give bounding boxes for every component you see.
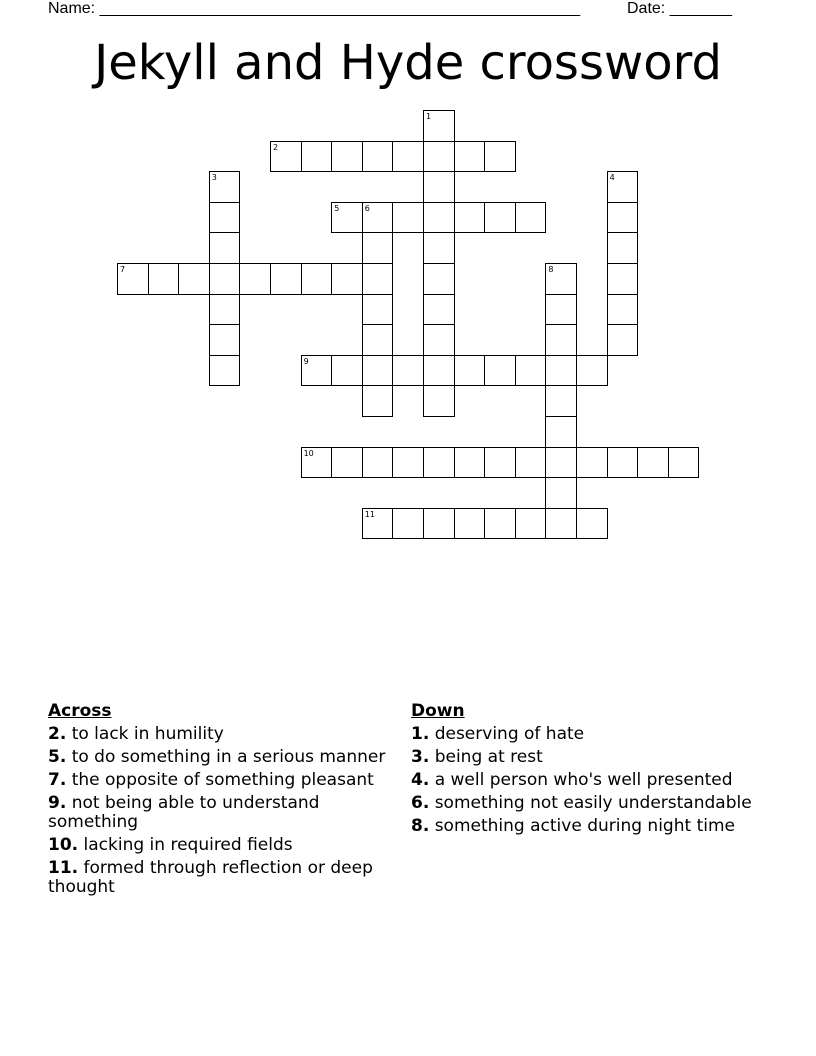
down-clue (411, 794, 761, 813)
crossword-cell[interactable] (270, 141, 302, 173)
across-clue (48, 748, 398, 767)
down-clue (411, 725, 761, 744)
crossword-cell[interactable] (607, 324, 639, 356)
crossword-cell[interactable] (423, 263, 455, 295)
clue-number: 3. (411, 747, 430, 767)
clue-text: lacking in required fields (83, 835, 293, 855)
cell-number: 4 (609, 173, 615, 183)
crossword-cell[interactable] (209, 355, 241, 387)
crossword-cell[interactable] (515, 447, 547, 479)
crossword-cell[interactable] (209, 324, 241, 356)
clue-number: 4. (411, 770, 430, 790)
crossword-cell[interactable] (545, 385, 577, 417)
cell-number: 3 (211, 173, 217, 183)
crossword-cell[interactable] (484, 447, 516, 479)
crossword-cell[interactable] (392, 141, 424, 173)
crossword-cell[interactable] (423, 232, 455, 264)
clue-number: 6. (411, 793, 430, 813)
cell-number: 5 (334, 203, 340, 213)
crossword-cell[interactable] (331, 141, 363, 173)
crossword-cell[interactable] (484, 508, 516, 540)
crossword-cell[interactable] (576, 447, 608, 479)
crossword-cell[interactable] (209, 232, 241, 264)
crossword-cell[interactable] (392, 508, 424, 540)
crossword-cell[interactable] (576, 508, 608, 540)
crossword-cell[interactable] (301, 447, 333, 479)
crossword-cell[interactable] (331, 202, 363, 234)
across-clues (48, 702, 398, 901)
date-field-label: Date: _______ (627, 0, 732, 17)
clue-text: a well person who's well presented (434, 770, 733, 790)
down-clue (411, 817, 761, 836)
crossword-cell[interactable] (362, 263, 394, 295)
crossword-cell[interactable] (117, 263, 149, 295)
clue-number: 1. (411, 724, 430, 744)
down-clue (411, 748, 761, 767)
crossword-cell[interactable] (515, 508, 547, 540)
down-clues (411, 702, 761, 840)
crossword-cell[interactable] (178, 263, 210, 295)
crossword-cell[interactable] (423, 141, 455, 173)
crossword-cell[interactable] (362, 355, 394, 387)
clue-number: 7. (48, 770, 67, 790)
crossword-cell[interactable] (454, 447, 486, 479)
across-clue (48, 771, 398, 790)
name-field-label: Name: ______________________________________________________ (48, 0, 581, 17)
crossword-cell[interactable] (515, 355, 547, 387)
crossword-cell[interactable] (607, 171, 639, 203)
crossword-cell[interactable] (454, 508, 486, 540)
across-clue (48, 836, 398, 855)
page-title: Jekyll and Hyde crossword (94, 35, 722, 91)
cell-number: 2 (273, 142, 279, 152)
crossword-cell[interactable] (607, 263, 639, 295)
crossword-cell[interactable] (545, 355, 577, 387)
crossword-cell[interactable] (331, 447, 363, 479)
clue-text: being at rest (434, 747, 543, 767)
cell-number: 6 (364, 203, 370, 213)
crossword-cell[interactable] (209, 294, 241, 326)
crossword-cell[interactable] (423, 202, 455, 234)
clue-number: 2. (48, 724, 67, 744)
crossword-cell[interactable] (545, 324, 577, 356)
across-clue (48, 725, 398, 744)
crossword-cell[interactable] (362, 141, 394, 173)
clue-number: 10. (48, 835, 79, 855)
clue-text: deserving of hate (434, 724, 585, 744)
crossword-cell[interactable] (423, 508, 455, 540)
crossword-cell[interactable] (362, 447, 394, 479)
crossword-cell[interactable] (362, 508, 394, 540)
cell-number: 1 (426, 112, 432, 121)
clue-text: the opposite of something pleasant (71, 770, 374, 790)
crossword-cell[interactable] (362, 324, 394, 356)
crossword-cell[interactable] (607, 232, 639, 264)
crossword-cell[interactable] (454, 141, 486, 173)
crossword-cell[interactable] (423, 385, 455, 417)
clue-text: to lack in humility (71, 724, 224, 744)
crossword-cell[interactable] (545, 294, 577, 326)
crossword-cell[interactable] (392, 355, 424, 387)
crossword-cell[interactable] (576, 355, 608, 387)
down-heading: Down (411, 701, 465, 721)
crossword-cell[interactable] (423, 355, 455, 387)
clue-number: 5. (48, 747, 67, 767)
cell-number: 7 (120, 265, 126, 274)
crossword-cell[interactable] (423, 171, 455, 203)
crossword-cell[interactable] (331, 263, 363, 295)
crossword-cell[interactable] (392, 202, 424, 234)
crossword-cell[interactable] (209, 202, 241, 234)
clue-text: to do something in a serious manner (71, 747, 386, 767)
crossword-cell[interactable] (484, 202, 516, 234)
crossword-cell[interactable] (270, 263, 302, 295)
crossword-cell[interactable] (545, 447, 577, 479)
cell-number: 9 (303, 356, 309, 366)
across-heading: Across (48, 701, 112, 721)
crossword-cell[interactable] (484, 141, 516, 173)
clue-number: 11. (48, 858, 79, 878)
crossword-cell[interactable] (423, 110, 455, 142)
cell-number: 10 (303, 448, 314, 458)
crossword-cell[interactable] (423, 294, 455, 326)
crossword-cell[interactable] (301, 141, 333, 173)
clue-number: 9. (48, 793, 67, 813)
crossword-cell[interactable] (668, 447, 700, 479)
crossword-cell[interactable] (545, 508, 577, 540)
crossword-cell[interactable] (515, 202, 547, 234)
cell-number: 11 (364, 509, 375, 519)
crossword-cell[interactable] (423, 324, 455, 356)
crossword-cell[interactable] (607, 447, 639, 479)
crossword-cell[interactable] (362, 385, 394, 417)
crossword-cell[interactable] (362, 202, 394, 234)
crossword-cell[interactable] (545, 263, 577, 295)
crossword-cell[interactable] (362, 294, 394, 326)
across-clue (48, 859, 398, 897)
clue-text: something not easily understandable (434, 793, 752, 813)
down-clue (411, 771, 761, 790)
across-clue (48, 794, 398, 832)
crossword-cell[interactable] (362, 232, 394, 264)
crossword-cell[interactable] (301, 263, 333, 295)
crossword-cell[interactable] (607, 294, 639, 326)
crossword-cell[interactable] (545, 416, 577, 448)
cell-number: 8 (548, 265, 554, 274)
clue-text: formed through reflection or deep thought (48, 858, 373, 897)
crossword-cell[interactable] (423, 447, 455, 479)
crossword-cell[interactable] (607, 202, 639, 234)
crossword-cell[interactable] (454, 202, 486, 234)
crossword-cell[interactable] (209, 263, 241, 295)
crossword-cell[interactable] (545, 477, 577, 509)
crossword-cell[interactable] (637, 447, 669, 479)
crossword-cell[interactable] (392, 447, 424, 479)
clue-number: 8. (411, 816, 430, 836)
clue-text: not being able to understand something (48, 793, 320, 832)
crossword-cell[interactable] (148, 263, 180, 295)
crossword-cell[interactable] (239, 263, 271, 295)
crossword-cell[interactable] (209, 171, 241, 203)
crossword-cell[interactable] (331, 355, 363, 387)
clue-text: something active during night time (434, 816, 735, 836)
crossword-cell[interactable] (454, 355, 486, 387)
crossword-cell[interactable] (484, 355, 516, 387)
crossword-cell[interactable] (301, 355, 333, 387)
